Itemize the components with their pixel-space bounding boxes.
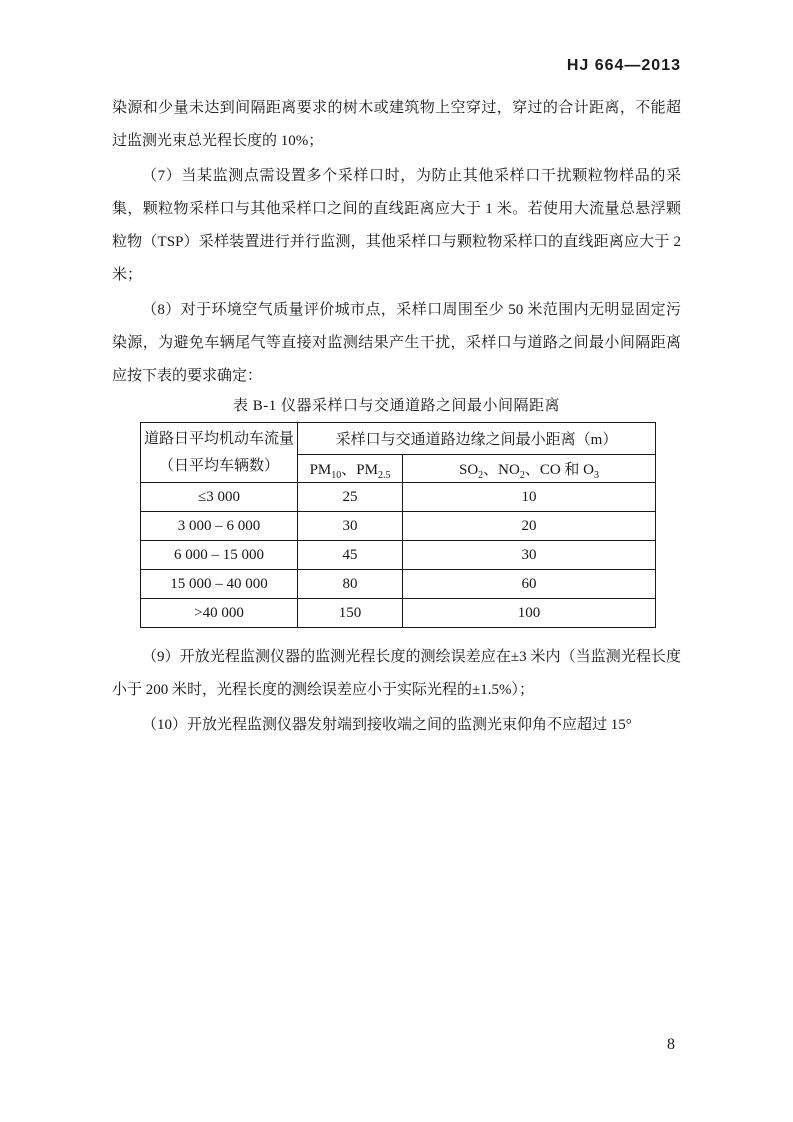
so2-subscript: 2 bbox=[478, 470, 484, 481]
table-header-gases bbox=[403, 455, 656, 483]
cell-pm-distance: 150 bbox=[298, 599, 403, 628]
cell-gas-distance: 10 bbox=[403, 483, 656, 512]
page-number: 8 bbox=[667, 1036, 675, 1053]
no2-subscript: 2 bbox=[519, 470, 525, 481]
table-header-pm bbox=[298, 455, 403, 483]
paragraph-continuation: 染源和少量未达到间隔距离要求的树木或建筑物上空穿过，穿过的合计距离，不能超过监测光束总光程长度的 10%； bbox=[112, 100, 681, 149]
gas-so-base: SO bbox=[458, 462, 479, 478]
table-row bbox=[141, 599, 656, 628]
pm25-subscript: 2.5 bbox=[377, 470, 391, 481]
cell-gas-distance: 100 bbox=[403, 599, 656, 628]
table-header-row-1 bbox=[141, 423, 656, 455]
cell-flow-range: 15 000 – 40 000 bbox=[141, 570, 298, 599]
page-header bbox=[0, 0, 793, 75]
pm-label-sep: 、PM bbox=[341, 462, 378, 478]
document-body bbox=[112, 92, 681, 742]
traffic-flow-label-line2: （日平均车辆数） bbox=[158, 457, 279, 474]
pm10-subscript: 10 bbox=[331, 470, 342, 481]
table-caption: 表 B-1 仪器采样口与交通道路之间最小间隔距离 bbox=[232, 398, 560, 414]
cell-pm-distance: 30 bbox=[298, 512, 403, 541]
cell-gas-distance: 30 bbox=[403, 541, 656, 570]
cell-pm-distance: 45 bbox=[298, 541, 403, 570]
gas-co-o-base: 、CO 和 O bbox=[524, 462, 595, 478]
cell-flow-range: 6 000 – 15 000 bbox=[141, 541, 298, 570]
table-header-traffic-flow bbox=[141, 423, 298, 483]
cell-pm-distance: 80 bbox=[298, 570, 403, 599]
cell-flow-range: ≤3 000 bbox=[141, 483, 298, 512]
cell-pm-distance: 25 bbox=[298, 483, 403, 512]
table-row bbox=[141, 483, 656, 512]
cell-flow-range: 3 000 – 6 000 bbox=[141, 512, 298, 541]
paragraph-item-8: （8）对于环境空气质量评价城市点，采样口周围至少 50 米范围内无明显固定污染源，为避免车辆尾气等直接对监测结果产生干扰，采样口与道路之间最小间隔距离应按下表的要求确定： bbox=[112, 302, 681, 384]
pm-label-base: PM bbox=[309, 462, 332, 478]
paragraph-item-7: （7）当某监测点需设置多个采样口时，为防止其他采样口干扰颗粒物样品的采集，颗粒物采样口与其他采样口之间的直线距离应大于 1 米。若使用大流量总悬浮颗粒物（TSP）采样装置进行并行监测，其他采样口与颗粒物采样口的直线距离应大于 2 米； bbox=[112, 168, 681, 283]
paragraph-item-9: （9）开放光程监测仪器的监测光程长度的测绘误差应在±3 米内（当监测光程长度小于 200 米时，光程长度的测绘误差应小于实际光程的±1.5%）； bbox=[112, 649, 681, 698]
table-b1 bbox=[140, 422, 656, 628]
standard-code: HJ 664—2013 bbox=[566, 57, 681, 74]
table-header-min-distance: 采样口与交通道路边缘之间最小距离（m） bbox=[298, 423, 656, 455]
cell-gas-distance: 60 bbox=[403, 570, 656, 599]
table-row bbox=[141, 541, 656, 570]
gas-no-base: 、NO bbox=[483, 462, 520, 478]
table-row bbox=[141, 512, 656, 541]
o3-subscript: 3 bbox=[594, 470, 600, 481]
cell-gas-distance: 20 bbox=[403, 512, 656, 541]
table-row bbox=[141, 570, 656, 599]
paragraph-item-10: （10）开放光程监测仪器发射端到接收端之间的监测光束仰角不应超过 15° bbox=[142, 717, 632, 733]
traffic-flow-label-line1: 道路日平均机动车流量 bbox=[143, 430, 294, 447]
cell-flow-range: >40 000 bbox=[141, 599, 298, 628]
